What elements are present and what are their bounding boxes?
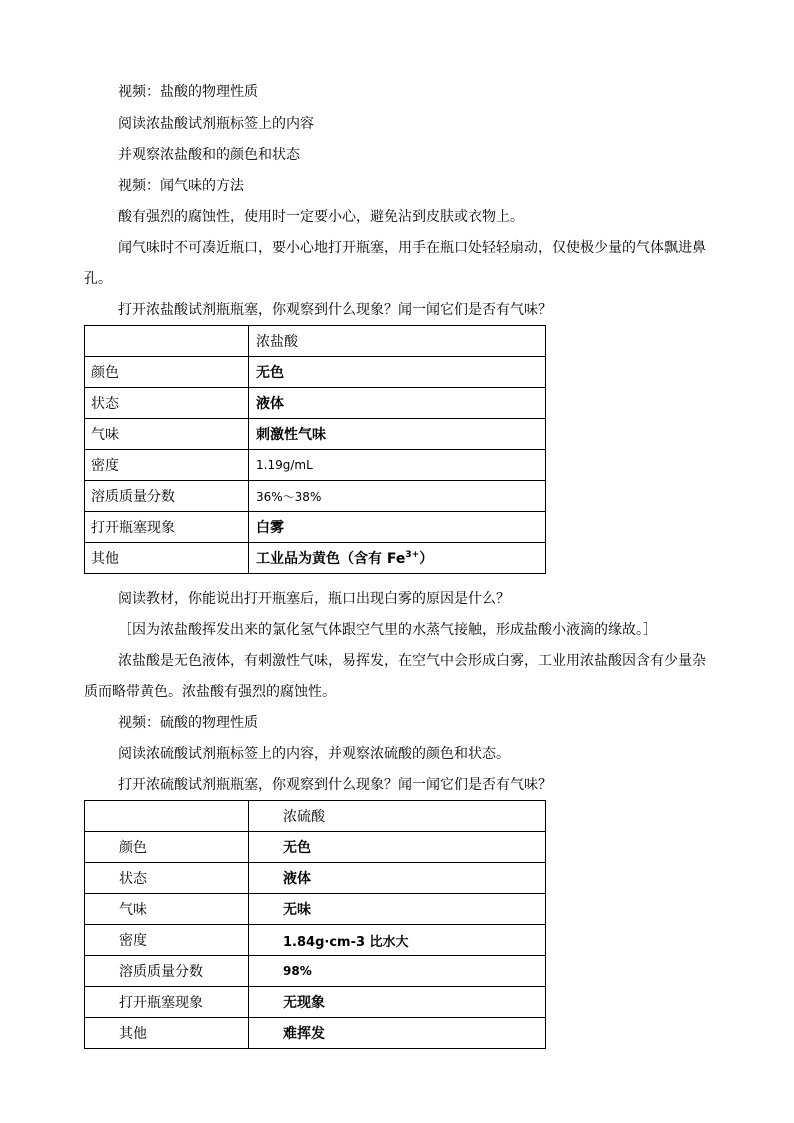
table-row — [85, 357, 546, 388]
row-value: 无色 — [249, 832, 546, 863]
row-label: 溶质质量分数 — [85, 956, 249, 987]
row-value: 白雾 — [249, 512, 546, 543]
row-label: 打开瓶塞现象 — [85, 512, 249, 543]
para-read-label: 阅读浓盐酸试剂瓶标签上的内容 — [118, 116, 314, 132]
table-row — [85, 987, 546, 1018]
row-value: 无现象 — [249, 987, 546, 1018]
para-video-h2so4: 视频：硫酸的物理性质 — [118, 715, 258, 731]
table-header: 浓盐酸 — [249, 326, 546, 357]
table-header: 浓硫酸 — [249, 801, 546, 832]
row-value: 难挥发 — [249, 1018, 546, 1049]
para-video-smell: 视频：闻气味的方法 — [118, 178, 244, 194]
table-row — [85, 832, 546, 863]
table-row — [85, 801, 546, 832]
table-row — [85, 326, 546, 357]
row-label: 密度 — [85, 925, 249, 956]
row-value: 1.19g/mL — [249, 450, 546, 481]
row-value: 36%～38% — [249, 481, 546, 512]
table-row — [85, 956, 546, 987]
table-row — [85, 388, 546, 419]
row-value-tail: ） — [419, 551, 434, 567]
para-smell-method: 闻气味时不可凑近瓶口，要小心地打开瓶塞，用手在瓶口处轻轻扇动，仅使极少量的气体飘进鼻 — [118, 240, 706, 256]
para-smell-method-cont: 孔。 — [84, 271, 112, 287]
para-question: 阅读教材，你能说出打开瓶塞后，瓶口出现白雾的原因是什么？ — [118, 591, 510, 607]
row-value — [249, 543, 546, 574]
row-label: 气味 — [85, 894, 249, 925]
table-row — [85, 481, 546, 512]
row-label: 颜色 — [85, 832, 249, 863]
para-answer: ［因为浓盐酸挥发出来的氯化氢气体跟空气里的水蒸气接触，形成盐酸小液滴的缘故。］ — [118, 622, 657, 638]
row-label: 打开瓶塞现象 — [85, 987, 249, 1018]
h2so4-property-table — [84, 800, 546, 1049]
row-value-text: 工业品为黄色（含有 Fe — [256, 551, 406, 567]
row-label: 密度 — [85, 450, 249, 481]
row-value: 液体 — [249, 388, 546, 419]
para-observe: 并观察浓盐酸和的颜色和状态 — [118, 147, 300, 163]
row-label: 状态 — [85, 863, 249, 894]
table-row — [85, 925, 546, 956]
table-row — [85, 450, 546, 481]
para-corrosive: 酸有强烈的腐蚀性，使用时一定要小心，避免沾到皮肤或衣物上。 — [118, 209, 524, 225]
table-row — [85, 894, 546, 925]
row-label: 其他 — [85, 543, 249, 574]
table-row — [85, 419, 546, 450]
table-row — [85, 1018, 546, 1049]
row-label: 溶质质量分数 — [85, 481, 249, 512]
row-label: 颜色 — [85, 357, 249, 388]
table-row — [85, 543, 546, 574]
para-read-h2so4: 阅读浓硫酸试剂瓶标签上的内容，并观察浓硫酸的颜色和状态。 — [118, 746, 510, 762]
row-label: 状态 — [85, 388, 249, 419]
para-hcl-summary-cont: 质而略带黄色。浓盐酸有强烈的腐蚀性。 — [84, 684, 336, 700]
row-label: 其他 — [85, 1018, 249, 1049]
row-value: 1.84g·cm-3 比水大 — [249, 925, 546, 956]
row-value: 无色 — [249, 357, 546, 388]
table-row — [85, 512, 546, 543]
row-value: 刺激性气味 — [249, 419, 546, 450]
para-hcl-summary: 浓盐酸是无色液体，有刺激性气味，易挥发，在空气中会形成白雾，工业用浓盐酸因含有少量杂 — [118, 653, 706, 669]
hcl-property-table — [84, 325, 546, 574]
ion-charge: 3+ — [405, 550, 420, 560]
row-value: 液体 — [249, 863, 546, 894]
row-label: 气味 — [85, 419, 249, 450]
row-value: 98% — [249, 956, 546, 987]
row-value: 无味 — [249, 894, 546, 925]
para-video-hcl: 视频：盐酸的物理性质 — [118, 84, 258, 100]
table-row — [85, 863, 546, 894]
para-open-hcl: 打开浓盐酸试剂瓶瓶塞，你观察到什么现象？闻一闻它们是否有气味？ — [118, 302, 552, 318]
para-open-h2so4: 打开浓硫酸试剂瓶瓶塞，你观察到什么现象？闻一闻它们是否有气味？ — [118, 777, 552, 793]
